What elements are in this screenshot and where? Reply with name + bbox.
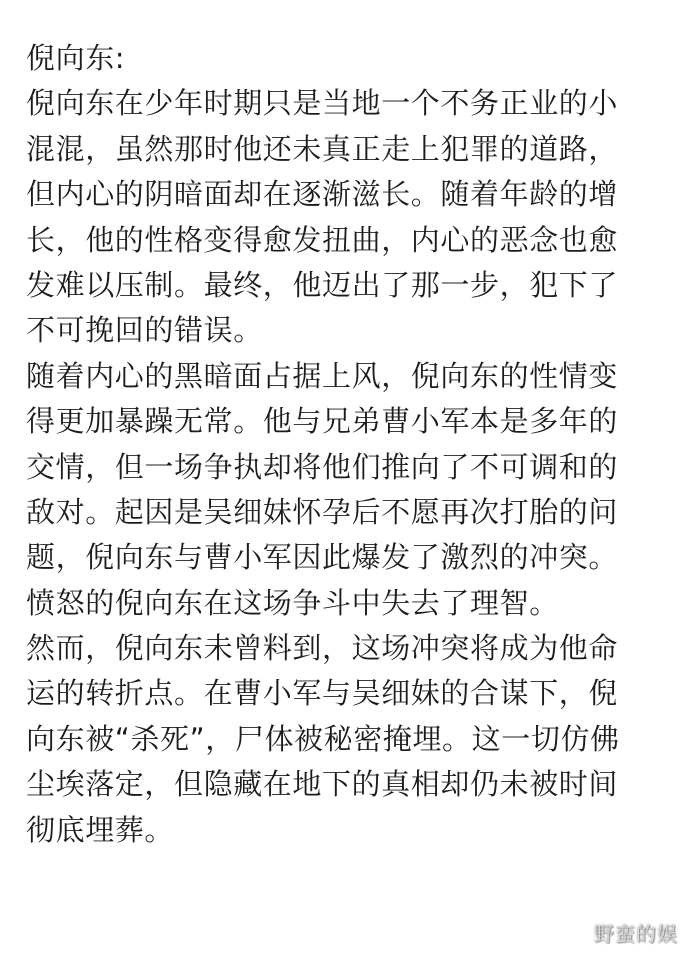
text-line: 敌对。起因是吴细妹怀孕后不愿再次打胎的问 [26, 494, 619, 529]
text-line: 倪向东在少年时期只是当地一个不务正业的小 [26, 86, 619, 121]
text-line: 不可挽回的错误。 [26, 313, 263, 348]
text-line: 尘埃落定，但隐藏在地下的真相却仍未被时间 [26, 767, 619, 802]
text-line: 发难以压制。最终，他迈出了那一步，犯下了 [26, 267, 619, 302]
text-line: 题，倪向东与曹小军因此爆发了激烈的冲突。 [26, 540, 619, 575]
article-text [26, 36, 676, 853]
text-line: 然而，倪向东未曾料到，这场冲突将成为他命 [26, 631, 619, 666]
text-line: 交情，但一场争执却将他们推向了不可调和的 [26, 449, 619, 484]
watermark: 野蛮的娱 [594, 922, 678, 946]
text-line: 混混，虽然那时他还未真正走上犯罪的道路， [26, 131, 619, 166]
text-line: 运的转折点。在曹小军与吴细妹的合谋下，倪 [26, 676, 619, 711]
text-line: 得更加暴躁无常。他与兄弟曹小军本是多年的 [26, 404, 619, 439]
heading-line: 倪向东: [26, 41, 126, 75]
text-line: 彻底埋葬。 [26, 812, 175, 847]
text-line: 长，他的性格变得愈发扭曲，内心的恶念也愈 [26, 222, 619, 257]
text-line: 随着内心的黑暗面占据上风，倪向东的性情变 [26, 358, 619, 393]
text-line: 向东被“杀死”，尸体被秘密掩埋。这一切仿佛 [26, 721, 620, 756]
text-line: 但内心的阴暗面却在逐渐滋长。随着年龄的增 [26, 177, 619, 212]
text-line: 愤怒的倪向东在这场争斗中失去了理智。 [26, 585, 559, 620]
